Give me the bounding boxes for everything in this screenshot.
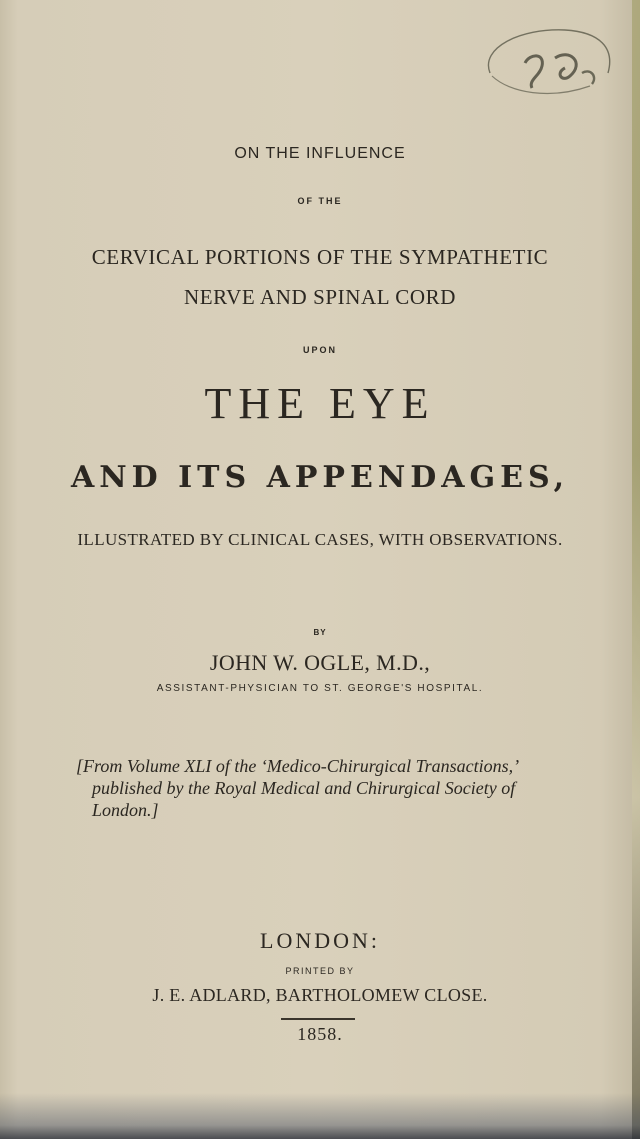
title-line-4: NERVE AND SPINAL CORD xyxy=(183,285,457,309)
title-line-1: ON THE INFLUENCE xyxy=(234,145,406,162)
page-edge xyxy=(632,0,640,1139)
printer-name: J. E. ADLARD, BARTHOLOMEW CLOSE. xyxy=(152,985,488,1005)
author-position: ASSISTANT-PHYSICIAN TO ST. GEORGE'S HOSPITAL. xyxy=(156,683,484,694)
source-note-line-3: London.] xyxy=(92,800,159,820)
by-line: BY xyxy=(313,628,327,637)
title-line-5: UPON xyxy=(302,345,337,355)
title-line-2: OF THE xyxy=(297,196,343,206)
imprint-place: LONDON: xyxy=(260,928,380,953)
title-line-3: CERVICAL PORTIONS OF THE SYMPATHETIC xyxy=(91,245,549,269)
source-note-line-2: published by the Royal Medical and Chirurgical Society of xyxy=(92,778,516,798)
source-note-line-1: [From Volume XLI of the ‘Medico-Chirurgical Transactions,’ xyxy=(76,756,520,776)
printed-by: PRINTED BY xyxy=(285,966,355,976)
imprint-year: 1858. xyxy=(297,1024,343,1044)
main-title: THE EYE xyxy=(204,379,436,428)
library-stamp-mark xyxy=(470,18,620,108)
illustrated-line: ILLUSTRATED BY CLINICAL CASES, WITH OBSERVATIONS. xyxy=(77,530,563,549)
divider-rule xyxy=(281,1018,355,1020)
scan-shadow xyxy=(0,1093,640,1139)
author-name: JOHN W. OGLE, M.D., xyxy=(209,650,431,675)
subtitle: AND ITS APPENDAGES, xyxy=(70,460,570,495)
